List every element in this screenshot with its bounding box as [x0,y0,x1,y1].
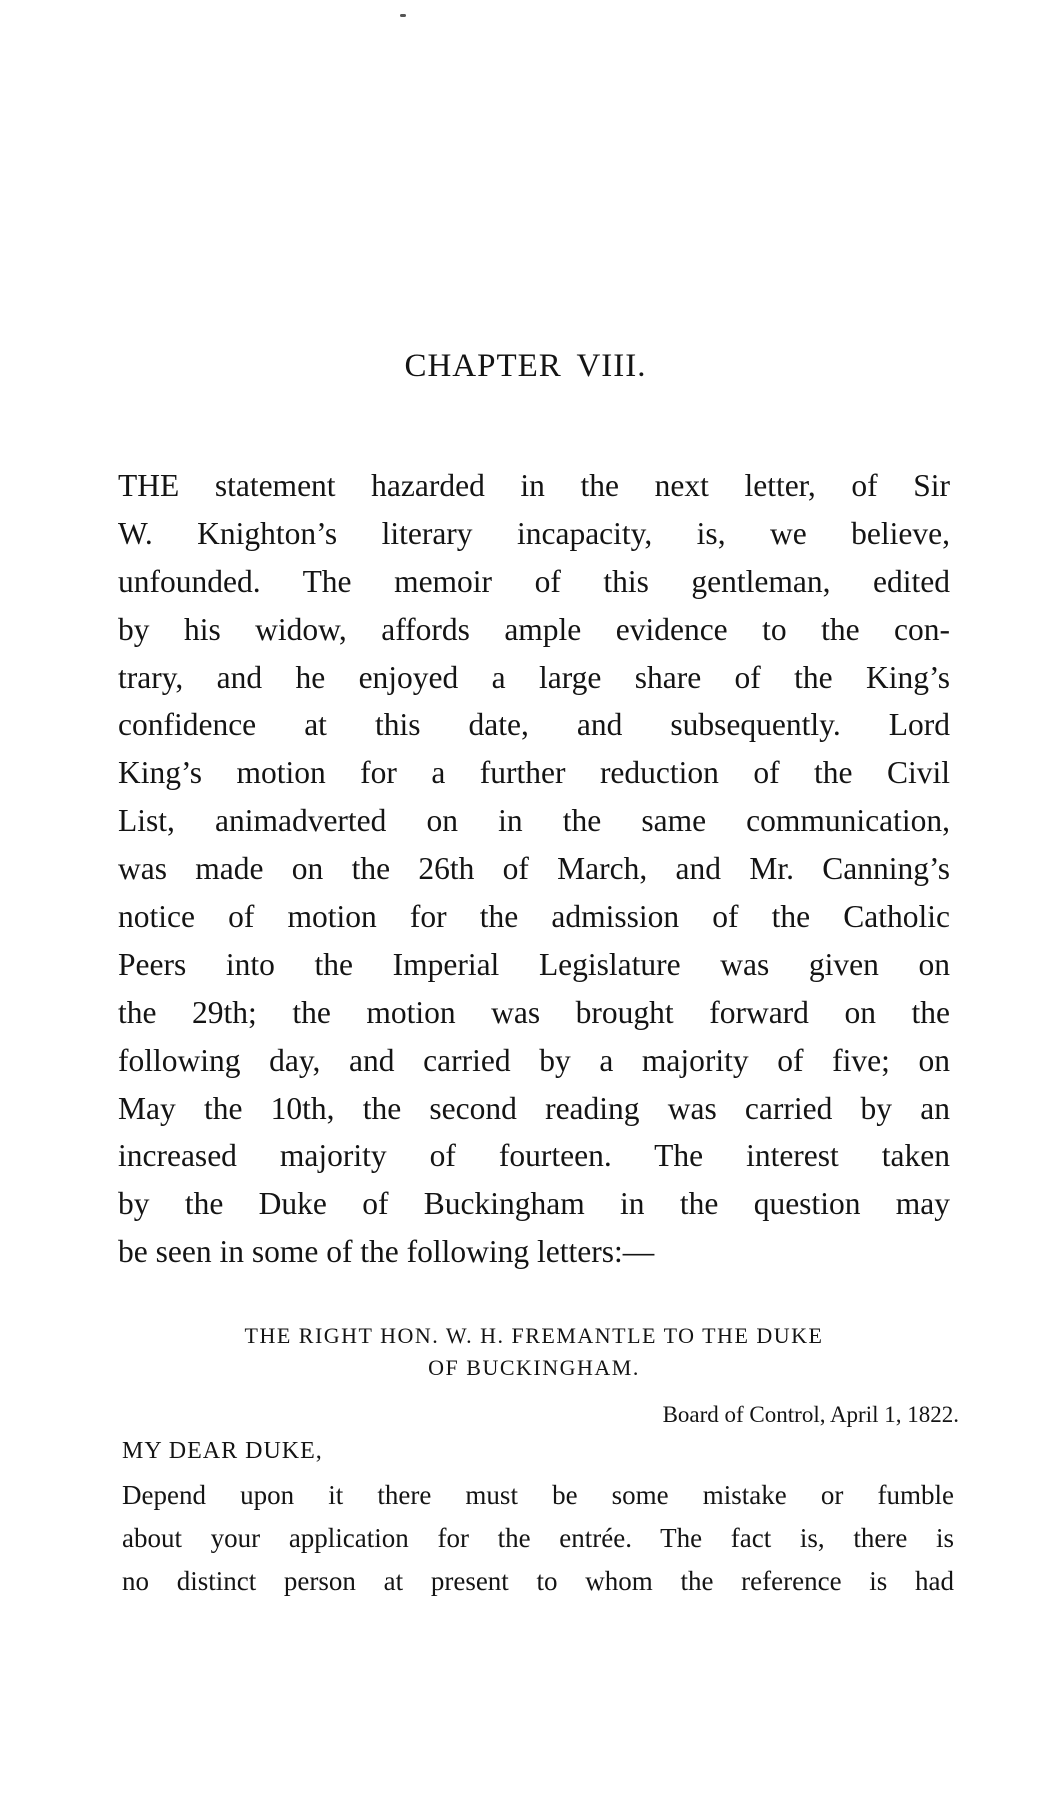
body-line: increased majority of fourteen. The interest taken [118,1138,950,1174]
body-line: W. Knighton’s literary incapacity, is, we believe, [118,515,950,551]
body-line: Peers into the Imperial Legislature was given on [118,946,950,982]
letter-heading-line: OF BUCKINGHAM. [428,1355,640,1380]
body-line: King’s motion for a further reduction of the Civil [118,755,950,791]
letter-heading [118,1320,950,1384]
letter-heading-line: THE RIGHT HON. W. H. FREMANTLE TO THE DUKE [244,1323,824,1348]
body-line: May the 10th, the second reading was carried by an [118,1090,950,1126]
body-line: following day, and carried by a majority of five; on [118,1042,950,1078]
letter-line: no distinct person at present to whom the reference is had [122,1566,954,1596]
body-line: trary, and he enjoyed a large share of the King’s [118,659,950,695]
body-line: was made on the 26th of March, and Mr. Canning’s [118,851,950,887]
body-line: be seen in some of the following letters:— [118,1234,655,1270]
body-line: unfounded. The memoir of this gentleman, edited [118,563,950,599]
letter-line: Depend upon it there must be some mistake or fumble [122,1480,954,1510]
letter-body [122,1474,954,1603]
printer-mark [400,14,406,17]
chapter-title: CHAPTER VIII. [404,348,647,384]
body-line: notice of motion for the admission of the Catholic [118,899,950,935]
body-line: by the Duke of Buckingham in the question may [118,1186,950,1222]
body-line: THE statement hazarded in the next letter, of Sir [118,468,950,503]
letter-line: about your application for the entrée. The fact is, there is [122,1523,954,1553]
body-line: confidence at this date, and subsequently. Lord [118,707,950,743]
body-paragraph [118,462,950,1276]
letter-dateline: Board of Control, April 1, 1822. [662,1402,959,1427]
body-line: List, animadverted on in the same communication, [118,803,950,839]
body-line: the 29th; the motion was brought forward on the [118,994,950,1030]
letter-salutation: MY DEAR DUKE, [122,1438,323,1464]
body-line: by his widow, affords ample evidence to the con- [118,611,950,647]
